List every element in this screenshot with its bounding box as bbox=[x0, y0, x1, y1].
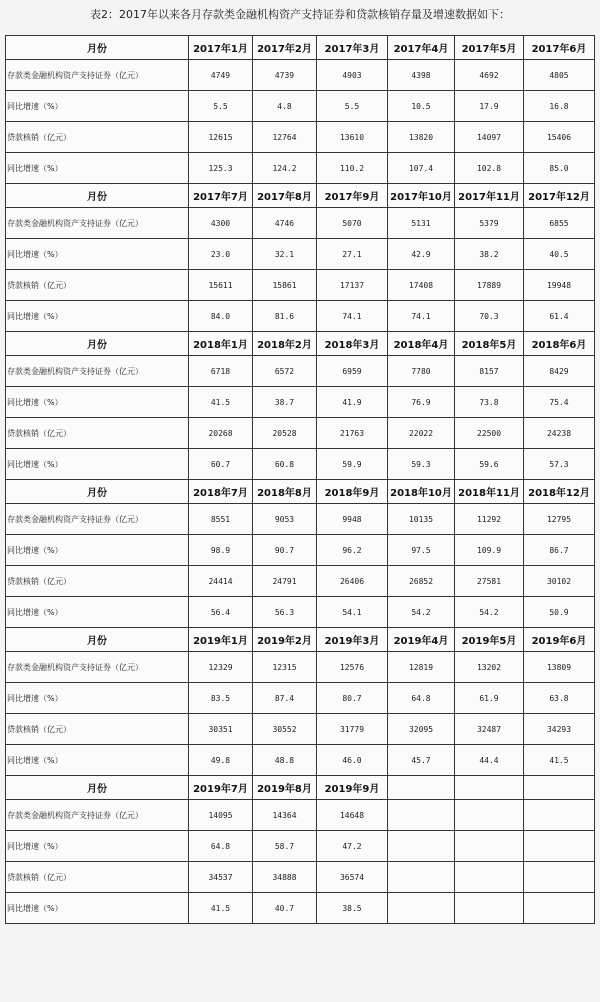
value-cell: 26406 bbox=[317, 566, 388, 597]
value-cell: 17.9 bbox=[455, 91, 524, 122]
value-cell: 8429 bbox=[524, 356, 595, 387]
value-cell: 12795 bbox=[524, 504, 595, 535]
month-header-cell: 2017年8月 bbox=[253, 184, 317, 208]
table-row bbox=[6, 862, 595, 893]
table-row bbox=[6, 683, 595, 714]
value-cell: 4300 bbox=[189, 208, 253, 239]
value-cell: 60.8 bbox=[253, 449, 317, 480]
value-cell: 83.5 bbox=[189, 683, 253, 714]
value-cell: 20528 bbox=[253, 418, 317, 449]
value-cell: 74.1 bbox=[388, 301, 455, 332]
value-cell bbox=[524, 862, 595, 893]
value-cell: 30351 bbox=[189, 714, 253, 745]
value-cell: 30552 bbox=[253, 714, 317, 745]
value-cell: 76.9 bbox=[388, 387, 455, 418]
value-cell: 12315 bbox=[253, 652, 317, 683]
row-label: 存款类金融机构资产支持证券（亿元） bbox=[6, 356, 189, 387]
value-cell: 38.5 bbox=[317, 893, 388, 924]
value-cell: 8551 bbox=[189, 504, 253, 535]
value-cell: 50.9 bbox=[524, 597, 595, 628]
value-cell: 40.5 bbox=[524, 239, 595, 270]
value-cell: 31779 bbox=[317, 714, 388, 745]
row-label: 同比增速（%） bbox=[6, 597, 189, 628]
value-cell: 109.9 bbox=[455, 535, 524, 566]
month-header-label: 月份 bbox=[6, 628, 189, 652]
table-row bbox=[6, 301, 595, 332]
month-header-cell: 2019年7月 bbox=[189, 776, 253, 800]
month-header-cell: 2018年10月 bbox=[388, 480, 455, 504]
month-header-cell bbox=[455, 776, 524, 800]
value-cell: 6959 bbox=[317, 356, 388, 387]
table-caption: 表2：2017年以来各月存款类金融机构资产支持证券和贷款核销存量及增速数据如下： bbox=[90, 8, 510, 21]
value-cell: 110.2 bbox=[317, 153, 388, 184]
value-cell: 36574 bbox=[317, 862, 388, 893]
month-header-cell: 2017年5月 bbox=[455, 36, 524, 60]
value-cell: 49.8 bbox=[189, 745, 253, 776]
value-cell: 5379 bbox=[455, 208, 524, 239]
value-cell: 38.2 bbox=[455, 239, 524, 270]
value-cell: 59.3 bbox=[388, 449, 455, 480]
value-cell: 57.3 bbox=[524, 449, 595, 480]
value-cell: 5.5 bbox=[317, 91, 388, 122]
table-row bbox=[6, 893, 595, 924]
value-cell: 87.4 bbox=[253, 683, 317, 714]
value-cell: 4805 bbox=[524, 60, 595, 91]
value-cell: 73.8 bbox=[455, 387, 524, 418]
value-cell: 96.2 bbox=[317, 535, 388, 566]
data-table bbox=[5, 35, 595, 924]
value-cell: 4.8 bbox=[253, 91, 317, 122]
value-cell: 124.2 bbox=[253, 153, 317, 184]
value-cell: 20268 bbox=[189, 418, 253, 449]
month-header-cell: 2018年12月 bbox=[524, 480, 595, 504]
value-cell: 45.7 bbox=[388, 745, 455, 776]
month-header-cell: 2017年2月 bbox=[253, 36, 317, 60]
value-cell: 46.0 bbox=[317, 745, 388, 776]
value-cell: 32.1 bbox=[253, 239, 317, 270]
value-cell bbox=[388, 893, 455, 924]
value-cell: 14095 bbox=[189, 800, 253, 831]
value-cell: 4398 bbox=[388, 60, 455, 91]
month-header-cell: 2019年3月 bbox=[317, 628, 388, 652]
month-header-cell: 2017年3月 bbox=[317, 36, 388, 60]
value-cell: 4746 bbox=[253, 208, 317, 239]
month-header-cell bbox=[524, 776, 595, 800]
row-label: 贷款核销（亿元） bbox=[6, 566, 189, 597]
month-header-row bbox=[6, 480, 595, 504]
month-header-cell: 2019年5月 bbox=[455, 628, 524, 652]
month-header-row bbox=[6, 184, 595, 208]
month-header-row bbox=[6, 776, 595, 800]
month-header-cell: 2018年7月 bbox=[189, 480, 253, 504]
value-cell: 12764 bbox=[253, 122, 317, 153]
value-cell: 70.3 bbox=[455, 301, 524, 332]
value-cell: 85.0 bbox=[524, 153, 595, 184]
value-cell: 17408 bbox=[388, 270, 455, 301]
row-label: 存款类金融机构资产支持证券（亿元） bbox=[6, 800, 189, 831]
value-cell: 14097 bbox=[455, 122, 524, 153]
month-header-cell: 2017年12月 bbox=[524, 184, 595, 208]
value-cell: 98.9 bbox=[189, 535, 253, 566]
month-header-cell: 2019年9月 bbox=[317, 776, 388, 800]
value-cell bbox=[455, 831, 524, 862]
month-header-cell: 2019年4月 bbox=[388, 628, 455, 652]
table-row bbox=[6, 449, 595, 480]
value-cell: 64.8 bbox=[189, 831, 253, 862]
month-header-label: 月份 bbox=[6, 480, 189, 504]
value-cell: 60.7 bbox=[189, 449, 253, 480]
value-cell: 6855 bbox=[524, 208, 595, 239]
value-cell: 125.3 bbox=[189, 153, 253, 184]
value-cell: 86.7 bbox=[524, 535, 595, 566]
value-cell: 4692 bbox=[455, 60, 524, 91]
value-cell bbox=[524, 831, 595, 862]
value-cell bbox=[388, 800, 455, 831]
row-label: 存款类金融机构资产支持证券（亿元） bbox=[6, 652, 189, 683]
value-cell: 6572 bbox=[253, 356, 317, 387]
value-cell: 15861 bbox=[253, 270, 317, 301]
value-cell: 81.6 bbox=[253, 301, 317, 332]
value-cell: 12615 bbox=[189, 122, 253, 153]
value-cell: 12576 bbox=[317, 652, 388, 683]
row-label: 贷款核销（亿元） bbox=[6, 122, 189, 153]
value-cell: 26852 bbox=[388, 566, 455, 597]
value-cell: 4739 bbox=[253, 60, 317, 91]
table-row bbox=[6, 597, 595, 628]
month-header-cell: 2018年9月 bbox=[317, 480, 388, 504]
value-cell: 12819 bbox=[388, 652, 455, 683]
value-cell: 41.9 bbox=[317, 387, 388, 418]
table-row bbox=[6, 356, 595, 387]
month-header-cell: 2018年2月 bbox=[253, 332, 317, 356]
row-label: 存款类金融机构资产支持证券（亿元） bbox=[6, 60, 189, 91]
value-cell: 56.4 bbox=[189, 597, 253, 628]
value-cell: 15611 bbox=[189, 270, 253, 301]
value-cell: 54.1 bbox=[317, 597, 388, 628]
value-cell: 107.4 bbox=[388, 153, 455, 184]
row-label: 同比增速（%） bbox=[6, 91, 189, 122]
month-header-cell: 2017年7月 bbox=[189, 184, 253, 208]
table-row bbox=[6, 652, 595, 683]
table-row bbox=[6, 566, 595, 597]
value-cell: 32095 bbox=[388, 714, 455, 745]
table-row bbox=[6, 239, 595, 270]
value-cell bbox=[524, 893, 595, 924]
row-label: 贷款核销（亿元） bbox=[6, 714, 189, 745]
value-cell: 19948 bbox=[524, 270, 595, 301]
value-cell: 74.1 bbox=[317, 301, 388, 332]
month-header-cell: 2018年6月 bbox=[524, 332, 595, 356]
row-label: 同比增速（%） bbox=[6, 831, 189, 862]
value-cell: 97.5 bbox=[388, 535, 455, 566]
value-cell bbox=[388, 831, 455, 862]
row-label: 存款类金融机构资产支持证券（亿元） bbox=[6, 208, 189, 239]
month-header-cell: 2018年4月 bbox=[388, 332, 455, 356]
value-cell bbox=[455, 862, 524, 893]
table-body bbox=[6, 36, 595, 924]
month-header-label: 月份 bbox=[6, 776, 189, 800]
row-label: 同比增速（%） bbox=[6, 449, 189, 480]
table-row bbox=[6, 418, 595, 449]
row-label: 同比增速（%） bbox=[6, 745, 189, 776]
table-row bbox=[6, 504, 595, 535]
month-header-row bbox=[6, 628, 595, 652]
row-label: 贷款核销（亿元） bbox=[6, 862, 189, 893]
table-row bbox=[6, 831, 595, 862]
value-cell: 13202 bbox=[455, 652, 524, 683]
value-cell: 9053 bbox=[253, 504, 317, 535]
value-cell: 58.7 bbox=[253, 831, 317, 862]
value-cell: 27.1 bbox=[317, 239, 388, 270]
month-header-cell: 2017年6月 bbox=[524, 36, 595, 60]
value-cell: 14648 bbox=[317, 800, 388, 831]
table-row bbox=[6, 153, 595, 184]
row-label: 同比增速（%） bbox=[6, 683, 189, 714]
value-cell: 8157 bbox=[455, 356, 524, 387]
value-cell: 54.2 bbox=[455, 597, 524, 628]
value-cell: 27581 bbox=[455, 566, 524, 597]
row-label: 贷款核销（亿元） bbox=[6, 418, 189, 449]
value-cell: 90.7 bbox=[253, 535, 317, 566]
value-cell: 13820 bbox=[388, 122, 455, 153]
value-cell: 47.2 bbox=[317, 831, 388, 862]
month-header-cell: 2017年11月 bbox=[455, 184, 524, 208]
value-cell: 21763 bbox=[317, 418, 388, 449]
value-cell: 42.9 bbox=[388, 239, 455, 270]
value-cell: 13809 bbox=[524, 652, 595, 683]
value-cell: 23.0 bbox=[189, 239, 253, 270]
row-label: 同比增速（%） bbox=[6, 301, 189, 332]
value-cell: 80.7 bbox=[317, 683, 388, 714]
month-header-cell: 2017年1月 bbox=[189, 36, 253, 60]
value-cell: 38.7 bbox=[253, 387, 317, 418]
value-cell: 24791 bbox=[253, 566, 317, 597]
value-cell: 64.8 bbox=[388, 683, 455, 714]
value-cell: 41.5 bbox=[524, 745, 595, 776]
month-header-row bbox=[6, 332, 595, 356]
table-row bbox=[6, 122, 595, 153]
value-cell: 13610 bbox=[317, 122, 388, 153]
value-cell: 16.8 bbox=[524, 91, 595, 122]
month-header-cell: 2019年8月 bbox=[253, 776, 317, 800]
value-cell: 9948 bbox=[317, 504, 388, 535]
value-cell: 10135 bbox=[388, 504, 455, 535]
value-cell: 5070 bbox=[317, 208, 388, 239]
table-row bbox=[6, 387, 595, 418]
value-cell: 44.4 bbox=[455, 745, 524, 776]
month-header-cell: 2018年5月 bbox=[455, 332, 524, 356]
row-label: 同比增速（%） bbox=[6, 535, 189, 566]
row-label: 贷款核销（亿元） bbox=[6, 270, 189, 301]
value-cell: 61.9 bbox=[455, 683, 524, 714]
value-cell: 5131 bbox=[388, 208, 455, 239]
table-row bbox=[6, 800, 595, 831]
value-cell: 10.5 bbox=[388, 91, 455, 122]
row-label: 同比增速（%） bbox=[6, 239, 189, 270]
month-header-cell: 2019年6月 bbox=[524, 628, 595, 652]
value-cell: 17889 bbox=[455, 270, 524, 301]
value-cell: 102.8 bbox=[455, 153, 524, 184]
value-cell: 59.9 bbox=[317, 449, 388, 480]
table-row bbox=[6, 535, 595, 566]
value-cell: 22022 bbox=[388, 418, 455, 449]
table-row bbox=[6, 745, 595, 776]
value-cell: 48.8 bbox=[253, 745, 317, 776]
value-cell bbox=[388, 862, 455, 893]
table-row bbox=[6, 208, 595, 239]
month-header-cell: 2019年1月 bbox=[189, 628, 253, 652]
value-cell bbox=[455, 893, 524, 924]
value-cell: 32487 bbox=[455, 714, 524, 745]
month-header-label: 月份 bbox=[6, 36, 189, 60]
month-header-cell: 2018年11月 bbox=[455, 480, 524, 504]
value-cell: 4749 bbox=[189, 60, 253, 91]
value-cell: 41.5 bbox=[189, 893, 253, 924]
value-cell: 6718 bbox=[189, 356, 253, 387]
value-cell: 34888 bbox=[253, 862, 317, 893]
month-header-cell: 2017年10月 bbox=[388, 184, 455, 208]
month-header-cell: 2018年1月 bbox=[189, 332, 253, 356]
value-cell: 63.8 bbox=[524, 683, 595, 714]
value-cell: 54.2 bbox=[388, 597, 455, 628]
table-row bbox=[6, 270, 595, 301]
value-cell: 4903 bbox=[317, 60, 388, 91]
value-cell: 61.4 bbox=[524, 301, 595, 332]
month-header-label: 月份 bbox=[6, 332, 189, 356]
value-cell: 12329 bbox=[189, 652, 253, 683]
value-cell: 22500 bbox=[455, 418, 524, 449]
row-label: 同比增速（%） bbox=[6, 387, 189, 418]
value-cell: 34293 bbox=[524, 714, 595, 745]
value-cell: 11292 bbox=[455, 504, 524, 535]
row-label: 同比增速（%） bbox=[6, 893, 189, 924]
month-header-cell: 2019年2月 bbox=[253, 628, 317, 652]
value-cell: 56.3 bbox=[253, 597, 317, 628]
value-cell: 40.7 bbox=[253, 893, 317, 924]
month-header-cell: 2017年4月 bbox=[388, 36, 455, 60]
value-cell: 15406 bbox=[524, 122, 595, 153]
row-label: 同比增速（%） bbox=[6, 153, 189, 184]
value-cell: 14364 bbox=[253, 800, 317, 831]
value-cell: 75.4 bbox=[524, 387, 595, 418]
table-row bbox=[6, 91, 595, 122]
month-header-row bbox=[6, 36, 595, 60]
value-cell bbox=[455, 800, 524, 831]
month-header-cell: 2018年8月 bbox=[253, 480, 317, 504]
value-cell: 30102 bbox=[524, 566, 595, 597]
value-cell: 59.6 bbox=[455, 449, 524, 480]
table-row bbox=[6, 714, 595, 745]
value-cell: 17137 bbox=[317, 270, 388, 301]
month-header-cell: 2018年3月 bbox=[317, 332, 388, 356]
table-row bbox=[6, 60, 595, 91]
value-cell: 24414 bbox=[189, 566, 253, 597]
value-cell: 24238 bbox=[524, 418, 595, 449]
value-cell bbox=[524, 800, 595, 831]
month-header-cell: 2017年9月 bbox=[317, 184, 388, 208]
month-header-cell bbox=[388, 776, 455, 800]
value-cell: 84.0 bbox=[189, 301, 253, 332]
month-header-label: 月份 bbox=[6, 184, 189, 208]
value-cell: 7780 bbox=[388, 356, 455, 387]
value-cell: 5.5 bbox=[189, 91, 253, 122]
value-cell: 34537 bbox=[189, 862, 253, 893]
value-cell: 41.5 bbox=[189, 387, 253, 418]
row-label: 存款类金融机构资产支持证券（亿元） bbox=[6, 504, 189, 535]
